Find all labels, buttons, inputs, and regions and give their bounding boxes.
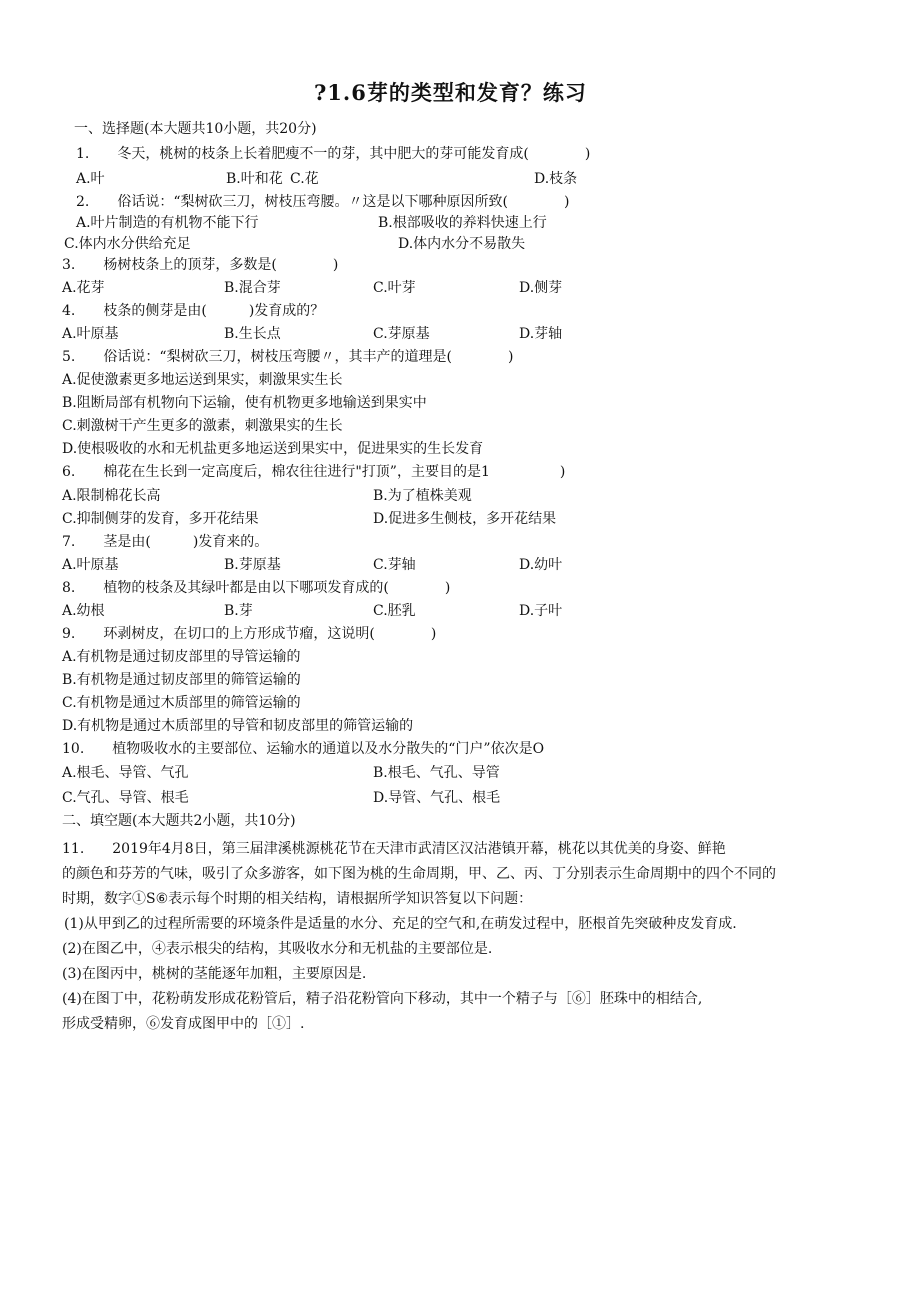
- question-11-part-3: (3)在图丙中，桃树的茎能逐年加粗，主要原因是.: [62, 966, 367, 982]
- question-3-option-b: B.混合芽: [224, 280, 281, 296]
- question-2-stem: 2. 俗话说：“梨树砍三刀，树枝压弯腰。〃这是以下哪种原因所致( ): [76, 194, 570, 210]
- section-heading-choice: 一、选择题(本大题共10小题，共20分): [74, 121, 317, 137]
- question-9-option-d: D.有机物是通过木质部里的导管和韧皮部里的筛管运输的: [62, 718, 414, 734]
- question-11-line-3: 时期，数字①S⑥表示每个时期的相关结构，请根据所学知识答复以下问题：: [62, 891, 533, 907]
- question-9-stem: 9. 环剥树皮，在切口的上方形成节瘤，这说明( ): [62, 626, 437, 642]
- question-2-option-b: B.根部吸收的养料快速上行: [378, 215, 547, 231]
- section-heading-fill: 二、填空题(本大题共2小题，共10分): [62, 813, 296, 829]
- question-4-option-c: C.芽原基: [373, 326, 430, 342]
- question-5-option-a: A.促使激素更多地运送到果实，刺激果实生长: [62, 372, 343, 388]
- question-7-option-a: A.叶原基: [62, 557, 119, 573]
- question-11-part-4-cont: 形成受精卵，⑥发育成图甲中的［①］.: [62, 1016, 305, 1032]
- question-10-option-b: B.根毛、气孔、导管: [373, 765, 500, 781]
- question-10-option-d: D.导管、气孔、根毛: [373, 790, 501, 806]
- question-10-option-c: C.气孔、导管、根毛: [62, 790, 189, 806]
- question-7-stem: 7. 茎是由( )发育来的。: [62, 534, 269, 550]
- question-3-option-d: D.侧芽: [519, 280, 563, 296]
- question-2-option-c: C.体内水分供给充足: [64, 236, 191, 252]
- question-7-option-d: D.幼叶: [519, 557, 563, 573]
- question-5-stem: 5. 俗话说：“梨树砍三刀，树枝压弯腰〃，其丰产的道理是( ): [62, 349, 514, 365]
- question-1-option-b: B.叶和花: [226, 171, 283, 187]
- question-4-option-b: B.生长点: [224, 326, 281, 342]
- question-4-stem: 4. 枝条的侧芽是由( )发育成的？: [62, 303, 325, 319]
- question-6-option-a: A.限制棉花长高: [62, 488, 161, 504]
- question-4-option-a: A.叶原基: [62, 326, 119, 342]
- question-6-stem: 6. 棉花在生长到一定高度后，棉农往往进行"打顶”，主要目的是1 ): [62, 464, 566, 480]
- question-8-option-c: C.胚乳: [373, 603, 416, 619]
- question-9-option-c: C.有机物是通过木质部里的筛管运输的: [62, 695, 301, 711]
- question-8-stem: 8. 植物的枝条及其绿叶都是由以下哪项发育成的( ): [62, 580, 451, 596]
- question-11-line-2: 的颜色和芬芳的气味，吸引了众多游客，如下图为桃的生命周期，甲、乙、丙、丁分别表示生命周期中的四个不同的: [62, 866, 776, 882]
- question-5-option-c: C.刺激树干产生更多的激素，刺激果实的生长: [62, 418, 343, 434]
- question-7-option-c: C.芽轴: [373, 557, 416, 573]
- question-11-part-4: (4)在图丁中，花粉萌发形成花粉管后，精子沿花粉管向下移动，其中一个精子与［⑥］胚珠中的相结合,: [62, 991, 703, 1007]
- page-title: ?1.6芽的类型和发育？练习: [314, 80, 587, 105]
- question-2-option-a: A.叶片制造的有机物不能下行: [76, 215, 259, 231]
- question-8-option-a: A.幼根: [62, 603, 105, 619]
- question-7-option-b: B.芽原基: [224, 557, 281, 573]
- question-1-option-a: A.叶: [76, 171, 105, 187]
- question-1-option-d: D.枝条: [534, 171, 578, 187]
- question-6-option-d: D.促进多生侧枝，多开花结果: [373, 511, 557, 527]
- question-3-stem: 3. 杨树枝条上的顶芽，多数是( ): [62, 257, 339, 273]
- question-10-option-a: A.根毛、导管、气孔: [62, 765, 189, 781]
- question-1-stem: 1. 冬天，桃树的枝条上长着肥瘦不一的芽，其中肥大的芽可能发育成( ): [76, 146, 591, 162]
- question-2-option-d: D.体内水分不易散失: [398, 236, 526, 252]
- question-3-option-c: C.叶芽: [373, 280, 416, 296]
- question-11-part-2: (2)在图乙中，④表示根尖的结构，其吸收水分和无机盐的主要部位是.: [62, 941, 493, 957]
- question-5-option-d: D.使根吸收的水和无机盐更多地运送到果实中，促进果实的生长发育: [62, 441, 484, 457]
- question-8-option-b: B.芽: [224, 603, 253, 619]
- question-3-option-a: A.花芽: [62, 280, 105, 296]
- question-4-option-d: D.芽轴: [519, 326, 563, 342]
- question-11-line-1: 11. 2019年4月8日，第三届津溪桃源桃花节在天津市武清区汉沽港镇开幕，桃花以其优美的身姿、鲜艳: [62, 841, 726, 857]
- question-6-option-b: B.为了植株美观: [373, 488, 472, 504]
- question-8-option-d: D.子叶: [519, 603, 563, 619]
- question-6-option-c: C.抑制侧芽的发育，多开花结果: [62, 511, 259, 527]
- question-10-stem: 10. 植物吸收水的主要部位、运输水的通道以及水分散失的“门户”依次是O: [62, 741, 545, 757]
- question-9-option-b: B.有机物是通过韧皮部里的筛管运输的: [62, 672, 301, 688]
- question-9-option-a: A.有机物是通过韧皮部里的导管运输的: [62, 649, 301, 665]
- question-11-part-1: (1)从甲到乙的过程所需要的环境条件是适量的水分、充足的空气和,在萌发过程中，胚根首先突破种皮发育成.: [64, 916, 737, 932]
- question-5-option-b: B.阻断局部有机物向下运输，使有机物更多地输送到果实中: [62, 395, 427, 411]
- question-1-option-c: C.花: [290, 171, 319, 187]
